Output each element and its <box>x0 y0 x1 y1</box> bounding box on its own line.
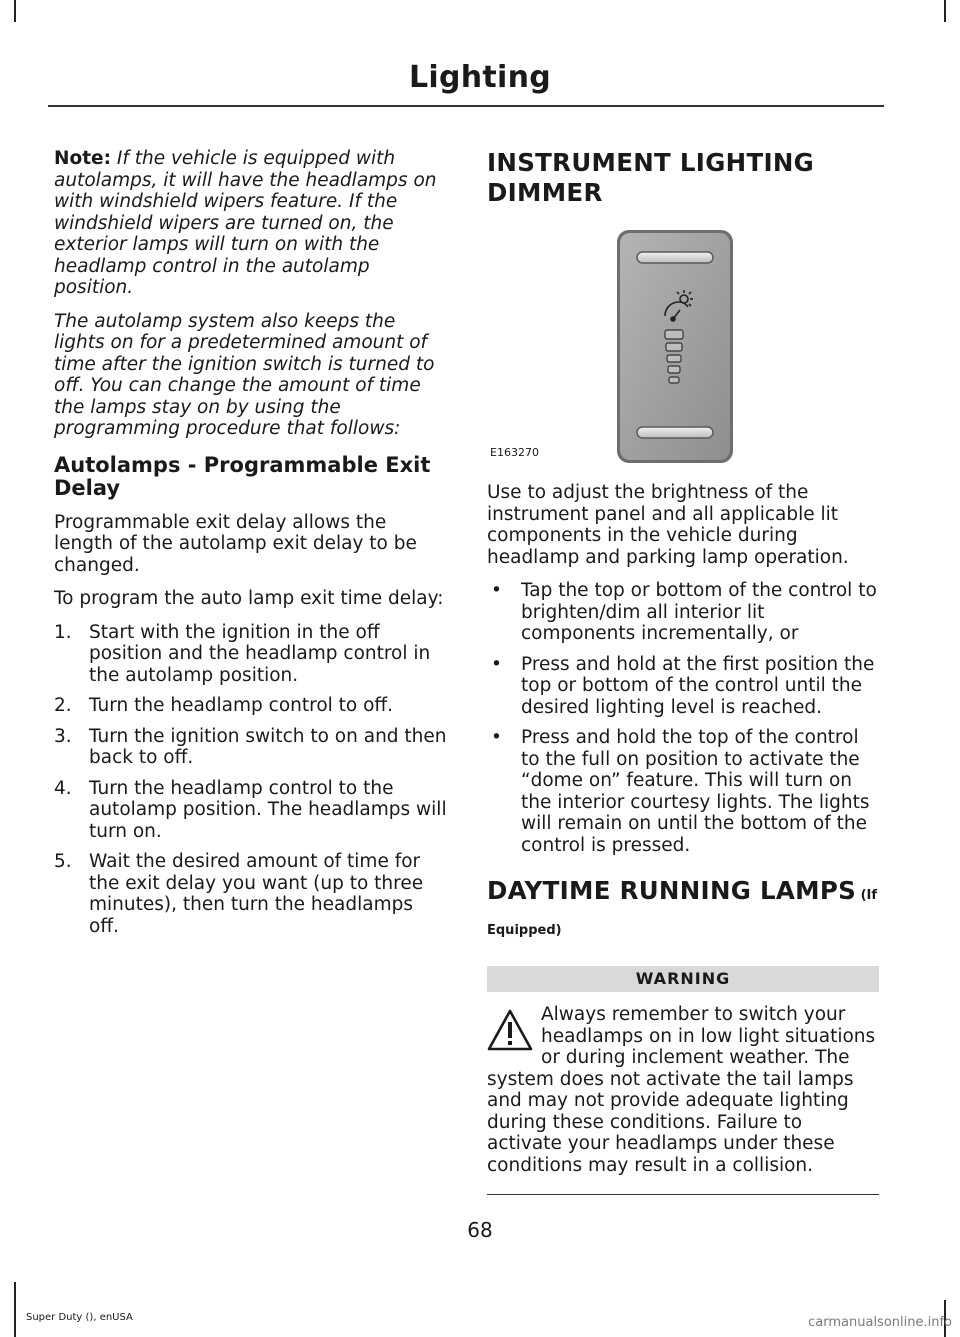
step-number: 5. <box>54 851 72 872</box>
step-number: 2. <box>54 695 72 716</box>
list-item <box>54 851 447 937</box>
crop-mark-bottom-left <box>14 1282 16 1337</box>
warning-body <box>487 1004 879 1176</box>
bullet-mark: • <box>491 653 502 675</box>
heading-line-1: INSTRUMENT LIGHTING <box>487 148 815 177</box>
heading-drl-suffix: (If Equipped) <box>487 888 878 938</box>
list-item <box>54 778 447 843</box>
program-steps-list <box>54 622 447 938</box>
dimmer-switch-illustration <box>487 228 879 468</box>
list-item <box>487 727 879 856</box>
exit-delay-paragraph: Programmable exit delay allows the length of the autolamp exit delay to be changed. <box>54 511 417 576</box>
step-number: 1. <box>54 621 72 643</box>
bullet-mark: • <box>491 580 502 601</box>
publication-footer: Super Duty (), enUSA <box>26 1312 133 1323</box>
figure-code: E163270 <box>490 446 539 459</box>
step-number: 3. <box>54 725 72 747</box>
warning-rule <box>487 1194 879 1195</box>
subheading-exit-delay: Autolamps - Programmable Exit Delay <box>54 452 431 500</box>
crop-mark-top-right <box>944 0 946 22</box>
autolamp-paragraph: The autolamp system also keeps the lights on for a predetermined amount of time after the ignition switch is turned to off. You can change the amount of time the lamps stay on by using the programming procedure that follows: <box>54 310 435 439</box>
watermark: carmanualsonline.info <box>808 1315 952 1330</box>
step-number: 4. <box>54 777 72 799</box>
list-item <box>54 622 447 687</box>
bullet-text: Tap the top or bottom of the control to brighten/dim all interior lit components incrementally, or <box>521 580 877 644</box>
list-item <box>487 654 879 719</box>
header-rule <box>48 105 884 107</box>
warning-triangle-icon <box>487 1008 533 1052</box>
note-label: Note: <box>54 148 111 169</box>
crop-mark-top-left <box>14 0 16 22</box>
dimmer-switch-figure <box>487 228 879 468</box>
step-text: Start with the ignition in the off position and the headlamp control in the autolamp position. <box>89 621 431 686</box>
bullet-text: Press and hold at the first position the top or bottom of the control until the desired lighting level is reached. <box>521 653 875 718</box>
list-item <box>54 695 447 717</box>
heading-instrument-lighting-dimmer <box>487 148 879 208</box>
heading-line-2: DIMMER <box>487 178 603 207</box>
note-text: If the vehicle is equipped with autolamps, it will have the headlamps on with windshield wipers feature. If the windshield wipers are turned on, the exterior lamps will turn on with the headlamp control in the autolamp position. <box>54 148 437 298</box>
list-item <box>487 580 879 645</box>
warning-banner: WARNING <box>487 966 879 992</box>
left-column <box>54 148 447 946</box>
bullet-mark: • <box>491 727 502 748</box>
heading-daytime-running-lamps <box>487 876 879 946</box>
step-text: Turn the headlamp control to off. <box>89 695 394 716</box>
bullet-text: Press and hold the top of the control to the full on position to activate the “dome on” feature. This will turn on the interior courtesy lights. The lights will remain on until the bottom of the control is pressed. <box>521 727 870 856</box>
step-text: Turn the headlamp control to the autolamp position. The headlamps will turn on. <box>89 777 447 842</box>
dimmer-bullets-list <box>487 580 879 856</box>
step-text: Wait the desired amount of time for the exit delay you want (up to three minutes), then turn the headlamps off. <box>89 851 424 937</box>
list-item <box>54 726 447 769</box>
heading-drl: DAYTIME RUNNING LAMPS <box>487 876 857 905</box>
program-intro-paragraph: To program the auto lamp exit time delay: <box>54 588 444 609</box>
note-paragraph <box>54 148 447 299</box>
dimmer-paragraph: Use to adjust the brightness of the instrument panel and all applicable lit components in the vehicle during headlamp and parking lamp operation. <box>487 482 849 568</box>
step-text: Turn the ignition switch to on and then back to off. <box>89 725 447 768</box>
warning-text: Always remember to switch your headlamps on in low light situations or during inclement weather. The system does not activate the tail lamps and may not provide adequate lighting during these conditions. Failure to activate your headlamps under these conditions may result in a collision. <box>487 1004 876 1176</box>
right-column <box>487 148 879 1195</box>
page-number: 68 <box>467 1218 493 1242</box>
page-title: Lighting <box>408 60 552 95</box>
